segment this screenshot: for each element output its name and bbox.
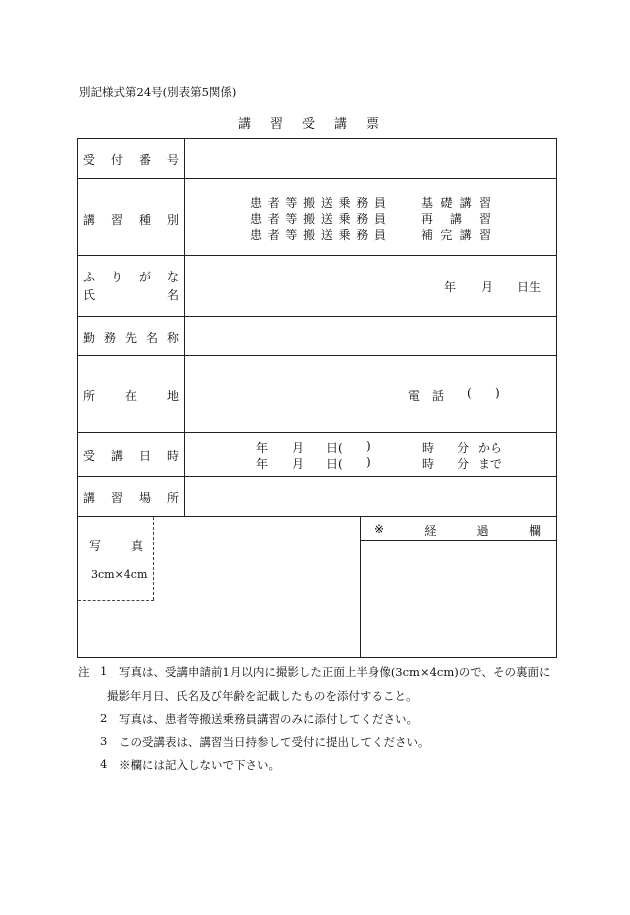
address-field[interactable] xyxy=(186,357,555,385)
birth-month-label: 月 xyxy=(481,280,494,294)
phone-open-paren: ( xyxy=(467,386,472,400)
date-label: 受 講 日 時 xyxy=(83,449,179,463)
reception-number-label: 受 付 番 号 xyxy=(83,153,179,167)
venue-field[interactable] xyxy=(186,478,555,515)
phone-label: 電 話 xyxy=(408,389,444,403)
note-3-text: この受講表は、講習当日持参して受付に提出してください。 xyxy=(119,735,430,749)
note-3-number: 3 xyxy=(100,734,108,748)
note-4-number: 4 xyxy=(100,757,108,771)
note-2-number: 2 xyxy=(100,711,108,725)
note-4-text: ※欄には記入しないで下さい。 xyxy=(119,758,280,772)
name-field[interactable] xyxy=(186,257,426,315)
furigana-label: ふ り が な xyxy=(83,270,179,284)
venue-label: 講 習 場 所 xyxy=(83,491,179,505)
note-1-continued: 撮影年月日、氏名及び年齢を記載したものを添付すること。 xyxy=(107,689,418,703)
course-type-label: 講 習 種 別 xyxy=(83,213,179,227)
workplace-field[interactable] xyxy=(186,318,555,354)
address-label: 所 在 地 xyxy=(83,389,179,403)
progress-column-header: ※ 経 過 欄 xyxy=(374,522,541,538)
birth-day-label: 日生 xyxy=(517,280,542,294)
photo-area[interactable] xyxy=(79,518,153,600)
reception-number-field[interactable] xyxy=(186,140,555,177)
form-code: 別記様式第24号(別表第5関係) xyxy=(79,85,237,99)
name-label: 氏 名 xyxy=(83,288,179,302)
notes-prefix: 注 xyxy=(78,665,90,679)
document-title: 講習受講票 xyxy=(238,117,399,132)
note-1-text: 写真は、受講申請前1月以内に撮影した正面上半身像(3cm×4cm)ので、その裏面に xyxy=(119,665,551,679)
birth-year-label: 年 xyxy=(444,280,457,294)
phone-close-paren: ) xyxy=(495,386,500,400)
note-2-text: 写真は、患者等搬送乗務員講習のみに添付してください。 xyxy=(119,712,418,726)
workplace-label: 勤 務 先 名 称 xyxy=(83,331,179,345)
note-1-number: 1 xyxy=(100,664,108,678)
phone-field[interactable] xyxy=(450,382,550,404)
photo-size: 3cm×4cm xyxy=(91,568,148,581)
photo-label: 写 真 xyxy=(89,539,143,553)
